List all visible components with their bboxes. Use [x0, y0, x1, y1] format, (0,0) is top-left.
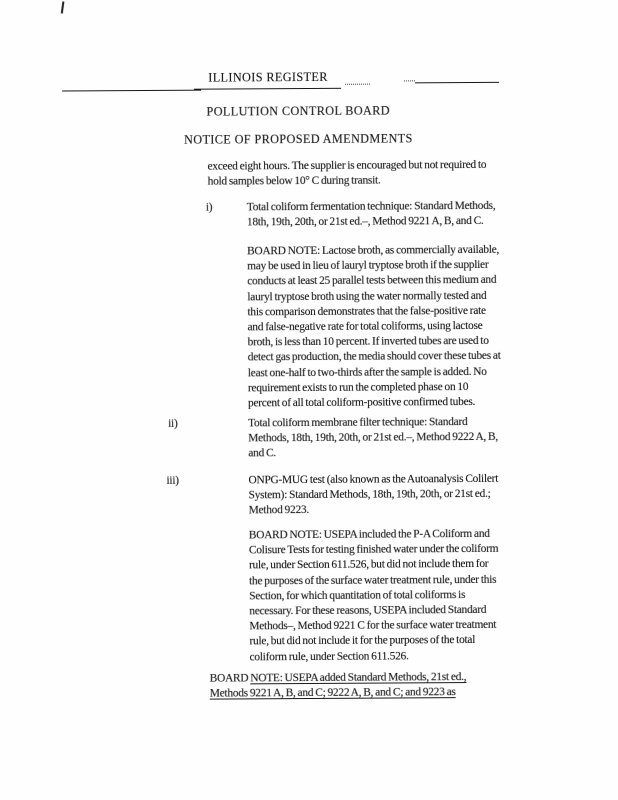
header-dash-fragment: [404, 80, 415, 81]
header-rule-right: [415, 81, 499, 83]
register-title-underline: [194, 87, 341, 89]
scan-artifact-speck: [61, 1, 65, 13]
board-title: POLLUTION CONTROL BOARD: [206, 103, 390, 119]
item-ii-text: Total coliform membrane filter technique: Standard Methods, 18th, 19th, 20th, or 21st ed.–, Method 9222 A, B, and C.: [248, 416, 498, 460]
notice-title: NOTICE OF PROPOSED AMENDMENTS: [184, 131, 413, 147]
board-note-2: BOARD NOTE: USEPA included the P-A Coliform and Colisure Tests for testing finished water under the coliform rule, under Section 611.526, but did not include them for the purposes of the surface water treatment rule, under this Section, for which quantitation of total coliforms is necessary. For these reasons, USEPA included Standard Methods–, Method 9221 C for the surface water treatment rule, but did not include it for the purposes of the total coliform rule, under Section 611.526.: [248, 527, 499, 663]
item-ii-marker: ii): [168, 417, 178, 430]
board-note-1: BOARD NOTE: Lactose broth, as commercially available, may be used in lieu of lauryl tryptose broth if the supplier conducts at least 25 parallel tests between this medium and lauryl tryptose broth using the water normally tested and this comparison demonstrates that the false-positive rate and false-negative rate for total coliforms, using lactose broth, is less than 10 percent. If inverted tubes are used to detect gas production, the media should cover these tubes at least one-half to two-thirds after the sample is added. No requirement exists to run the completed phase on 10 percent of all total coliform-positive confirmed tubes.: [247, 243, 501, 410]
item-iii-text: ONPG-MUG test (also known as the Autoanalysis Colilert System): Standard Methods, 18th, 19th, 20th, or 21st ed.; Method 9223.: [248, 472, 499, 517]
intro-paragraph: exceed eight hours. The supplier is encouraged but not required to hold samples below 10° C during transit.: [207, 158, 487, 188]
register-title: ILLINOIS REGISTER: [208, 69, 328, 85]
board-note-3: [210, 670, 467, 702]
board-note-3-added-text: NOTE: USEPA added Standard Methods, 21st ed.,: [250, 671, 467, 685]
item-iii-marker: iii): [166, 474, 179, 487]
board-note-3-line-1: [210, 670, 467, 687]
header-dotted-leader: [345, 84, 370, 85]
item-i-text: Total coliform fermentation technique: Standard Methods, 18th, 19th, 20th, or 21st ed.–, Method 9221 A, B, and C.: [246, 199, 496, 229]
board-note-3-lead: BOARD: [209, 672, 251, 685]
item-i-marker: i): [205, 201, 213, 214]
header-rule-left: [62, 90, 201, 92]
board-note-3-line-2: Methods 9221 A, B, and C; 9222 A, B, and C; and 9223 as: [209, 686, 456, 700]
